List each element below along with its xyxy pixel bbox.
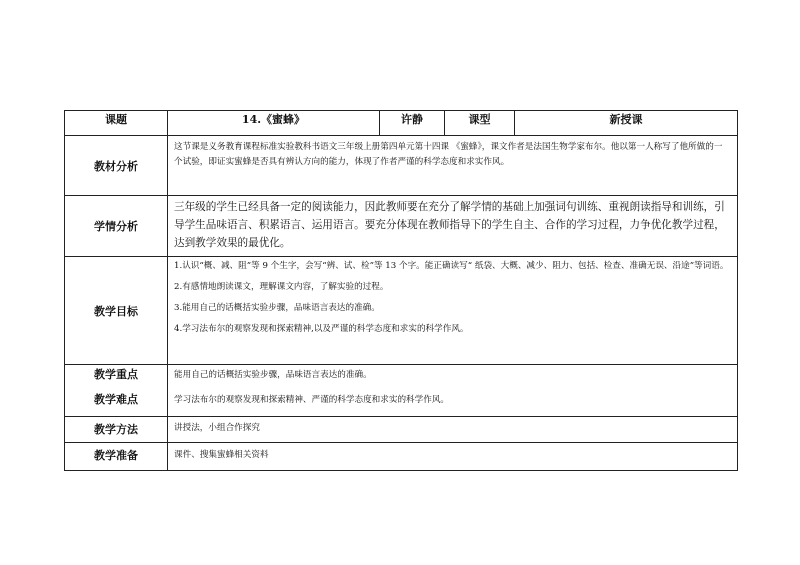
prep-text: 课件、搜集蜜蜂相关资料 [168, 443, 738, 471]
key-point-label: 教学重点 [94, 368, 138, 381]
goal-item: 3.能用自己的话概括实验步骤，品味语言表达的准确。 [174, 303, 380, 313]
goal-item: 1.认识“概、减、阻”等 9 个生字，会写“辨、试、检”等 13 个字。能正确读写“ 纸袋、大概、减少、阻力、包括、检查、准确无误、沿途”等词语。 [174, 261, 729, 271]
goal-item: 2.有感情地朗读课文，理解课文内容，了解实验的过程。 [174, 282, 389, 292]
difficulty-label: 教学难点 [94, 393, 138, 406]
material-row [65, 136, 738, 196]
teacher-name: 许静 [380, 111, 445, 136]
topic-label: 课题 [65, 111, 168, 136]
material-cell [168, 136, 738, 196]
difficulty-text: 学习法布尔的观察发现和探索精神、严谨的科学态度和求实的科学作风。 [174, 395, 450, 405]
key-difficulty-row [65, 365, 738, 417]
goals-cell [168, 257, 738, 365]
lesson-type-label: 课型 [445, 111, 515, 136]
goal-item: 4.学习法布尔的观察发现和探索精神,以及严谨的科学态度和求实的科学作风。 [174, 324, 469, 334]
material-label: 教材分析 [65, 136, 168, 196]
lesson-type-value: 新授课 [515, 111, 738, 136]
key-difficulty-labels [65, 365, 168, 417]
topic-value: 14.《蜜蜂》 [168, 111, 380, 136]
students-label: 学情分析 [65, 196, 168, 257]
method-label: 教学方法 [65, 417, 168, 443]
lesson-plan-table [64, 110, 738, 471]
method-text: 讲授法，小组合作探究 [168, 417, 738, 443]
students-row [65, 196, 738, 257]
students-text: 三年级的学生已经具备一定的阅读能力，因此教师要在充分了解学情的基础上加强词句训练、重视朗读指导和训练，引导学生品味语言、积累语言、运用语言。要充分体现在教师指导下的学生自主、合作的学习过程，力争优化教学过程，达到教学效果的最优化。 [174, 201, 725, 249]
key-difficulty-cell [168, 365, 738, 417]
material-text: 这节课是义务教育课程标准实验教科书语文三年级上册第四单元第十四课 《蜜蜂》，课文作者是法国生物学家布尔。他以第一人称写了他所做的一个试验，即证实蜜蜂是否具有辨认方向的能力，体现了作者严谨的科学态度和求实作风。 [174, 142, 723, 167]
method-row [65, 417, 738, 443]
prep-label: 教学准备 [65, 443, 168, 471]
goals-row [65, 257, 738, 365]
goals-label: 教学目标 [65, 257, 168, 365]
header-row [65, 111, 738, 136]
key-point-text: 能用自己的话概括实验步骤，品味语言表达的准确。 [174, 370, 372, 380]
students-cell [168, 196, 738, 257]
prep-row [65, 443, 738, 471]
